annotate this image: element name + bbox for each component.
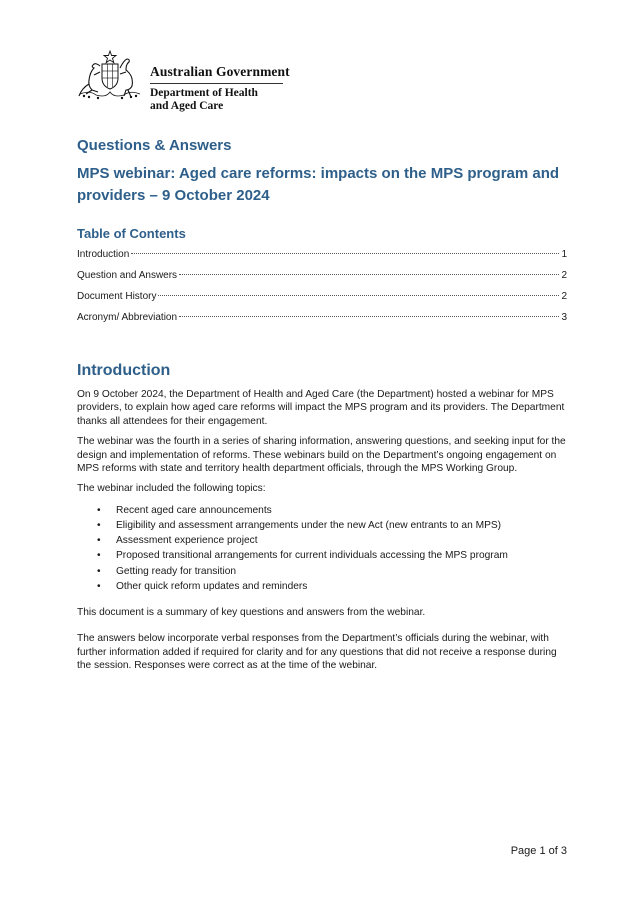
introduction-paragraph-2: The webinar was the fourth in a series of sharing information, answering questions, and seeking input for the design and implementation of reforms. These webinars build on the Department’s ongoing engagement on MPS reforms with state and territory health department officials, through the MPS Working Group. xyxy=(77,436,566,475)
toc-leader-dots xyxy=(131,253,559,254)
toc-entry-acronym-abbreviation[interactable] xyxy=(77,312,567,333)
department-name-line2: and Aged Care xyxy=(150,100,224,112)
document-title: MPS webinar: Aged care reforms: impacts on the MPS program and providers – 9 October 2024 xyxy=(77,165,560,204)
toc-entry-page: 1 xyxy=(561,249,567,260)
topics-list xyxy=(77,503,569,594)
toc-leader-dots xyxy=(179,274,559,275)
department-name-line1: Department of Health xyxy=(150,87,258,99)
introduction-body xyxy=(77,388,569,680)
toc-entry-page: 2 xyxy=(561,270,567,281)
toc-entry-introduction[interactable] xyxy=(77,249,567,270)
list-item: • Assessment experience project xyxy=(116,533,569,548)
table-of-contents xyxy=(77,249,567,333)
toc-leader-dots xyxy=(158,295,559,296)
introduction-paragraph-3: The webinar included the following topics: xyxy=(77,483,266,495)
toc-entry-question-and-answers[interactable] xyxy=(77,270,567,291)
toc-leader-dots xyxy=(179,316,559,317)
header-divider xyxy=(150,83,283,84)
list-item: • Other quick reform updates and reminders xyxy=(116,579,569,594)
document-type-label: Questions & Answers xyxy=(77,137,232,154)
coat-of-arms-logo xyxy=(76,50,144,102)
toc-entry-label: Introduction xyxy=(77,249,130,260)
list-item: • Recent aged care announcements xyxy=(116,503,569,518)
toc-entry-label: Question and Answers xyxy=(77,270,178,281)
government-name: Australian Government xyxy=(150,64,290,79)
introduction-paragraph-1: On 9 October 2024, the Department of Health and Aged Care (the Department) hosted a webinar for MPS providers, to explain how aged care reforms will impact the MPS program and its providers. The Department thanks all attendees for their engagement. xyxy=(77,389,565,427)
toc-entry-label: Acronym/ Abbreviation xyxy=(77,312,178,323)
introduction-paragraph-4: This document is a summary of key questions and answers from the webinar. xyxy=(77,607,426,619)
list-item: • Proposed transitional arrangements for current individuals accessing the MPS program xyxy=(116,548,569,563)
toc-entry-page: 3 xyxy=(561,312,567,323)
list-item: • Eligibility and assessment arrangements under the new Act (new entrants to an MPS) xyxy=(116,518,569,533)
list-item: • Getting ready for transition xyxy=(116,564,569,579)
toc-entry-page: 2 xyxy=(561,291,567,302)
introduction-heading: Introduction xyxy=(77,362,171,379)
toc-heading: Table of Contents xyxy=(77,226,186,241)
introduction-paragraph-5: The answers below incorporate verbal responses from the Department’s officials during the webinar, with further information added if required for clarity and for any questions that did not receive a response during the session. Responses were correct as at the time of the webinar. xyxy=(77,633,557,672)
toc-entry-document-history[interactable] xyxy=(77,291,567,312)
toc-entry-label: Document History xyxy=(77,291,157,302)
page-number: Page 1 of 3 xyxy=(510,845,567,857)
